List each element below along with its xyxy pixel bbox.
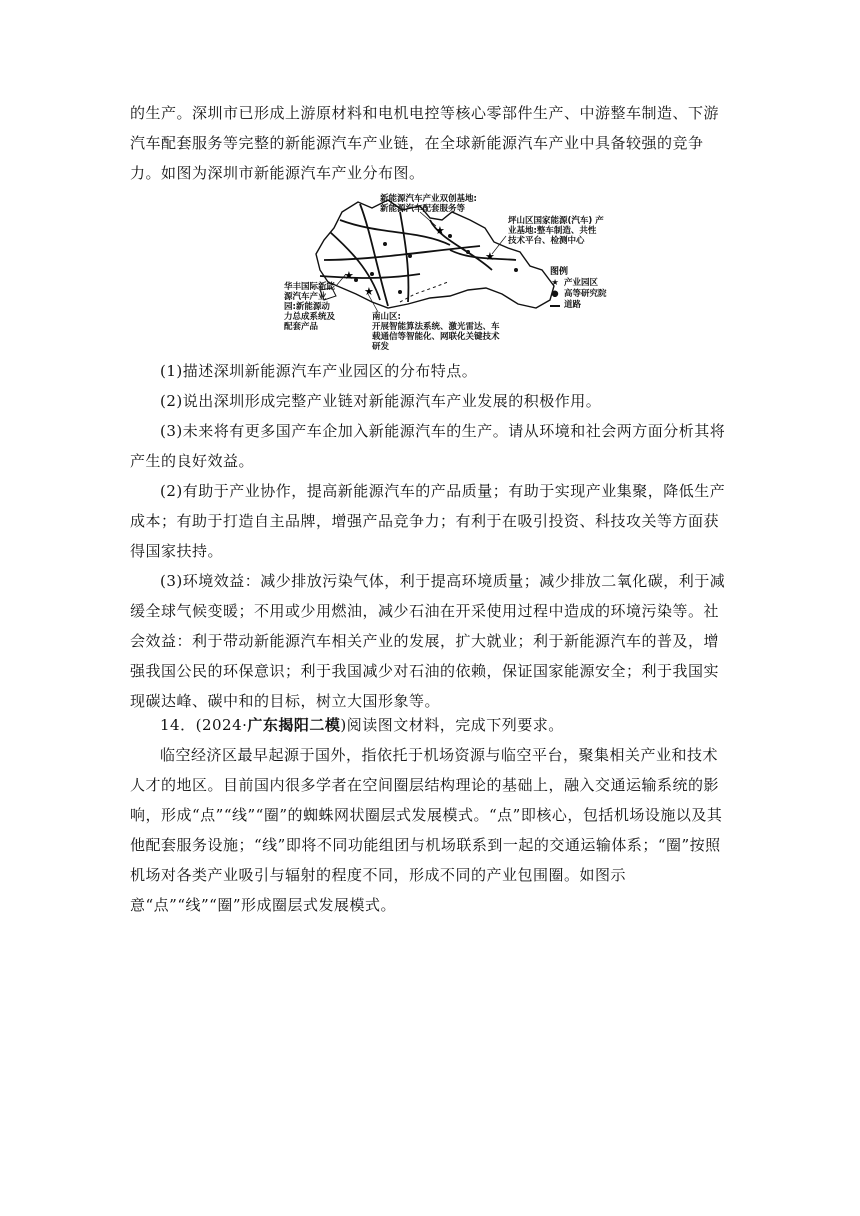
question-1: (1)描述深圳新能源汽车产业园区的分布特点。 [160,362,478,380]
label-innovation-base: 新能源汽车产业双创基地: 新能源汽车配套服务等 [380,194,477,214]
star-icon: ★ [551,278,559,288]
map-legend [550,266,607,311]
legend-row-park: ★ 产业园区 [551,278,599,288]
label-nanshan: 南山区: 开展智能算法系统、激光雷达、车 载通信等智能化、网联化关键技术 研发 [372,312,500,352]
park-marker: ★ [364,285,374,298]
legend-title: 图例 [550,267,569,277]
intro-paragraph: 的生产。深圳市已形成上游原材料和电机电控等核心零部件生产、中游整车制造、下游汽车配套服务等完整的新能源汽车产业链，在全球新能源汽车产业中具备较强的竞争力。如图为深圳市新能源汽车产业分布图。 [130,104,720,182]
institute-marker [514,268,518,272]
institute-marker [448,234,452,238]
institute-marker [466,250,470,254]
material-14: 临空经济区最早起源于国外，指依托于机场资源与临空平台，聚集相关产业和技术人才的地区。目前国内很多学者在空间圈层结构理论的基础上，融入交通运输系统的影响，形成“点”“线”“圈”的蜘蛛网状圈层式发展模式。“点”即核心，包括机场设施以及其他配套服务设施；“线”即将不同功能组团与机场联系到一起的交通运输体系；“圈”按照机场对各类产业吸引与辐射的程度不同，形成不同的产业包围圈。如图示意“点”“线”“圈”形成圈层式发展模式。 [130,746,723,914]
park-marker: ★ [485,250,495,263]
institute-markers [354,234,518,294]
label-huafeng: 华丰国际新能 源汽车产业 园:新能源动 力总成系统及 配套产品 [284,282,336,332]
question-3: (3)未来将有更多国产车企加入新能源汽车的生产。请从环境和社会两方面分析其将产生的良好效益。 [130,422,726,470]
park-marker: ★ [344,269,354,282]
question-2: (2)说出深圳形成完整产业链对新能源汽车产业发展的积极作用。 [160,392,602,410]
answer-3: (3)环境效益：减少排放污染气体，利于提高环境质量；减少排放二氧化碳，利于减缓全球气候变暖；不用或少用燃油，减少石油在开采使用过程中造成的环境污染等。社会效益：利于带动新能源汽车相关产业的发展，扩大就业；利于新能源汽车的普及，增强我国公民的环保意识；利于我国减少对石油的依赖，保证国家能源安全；利于我国实现碳达峰、碳中和的目标，树立大国形象等。 [130,572,726,710]
institute-marker [370,272,374,276]
question-14-heading: 14．(2024·广东揭阳二模)阅读图文材料，完成下列要求。 [160,716,564,734]
legend-row-road: 道路 [550,300,607,311]
legend-row-institute: ● 高等研究院 [551,289,607,299]
question-14-source: 广东揭阳二模 [247,716,341,734]
dot-icon: ● [551,289,559,299]
institute-marker [408,254,412,258]
park-marker: ★ [435,224,445,237]
road-line-icon [550,305,560,307]
institute-marker [383,242,387,246]
institute-marker [398,290,402,294]
institute-marker [354,278,358,282]
answer-2: (2)有助于产业协作，提高新能源汽车的产品质量；有助于实现产业集聚，降低生产成本；有助于打造自主品牌，增强产品竞争力；有利于在吸引投资、科技攻关等方面获得国家扶持。 [130,482,726,560]
shenzhen-industry-map [280,190,620,350]
label-pingshan: 坪山区国家能源(汽车) 产 业基地:整车制造、共性 技术平台、检测中心 [508,216,604,246]
